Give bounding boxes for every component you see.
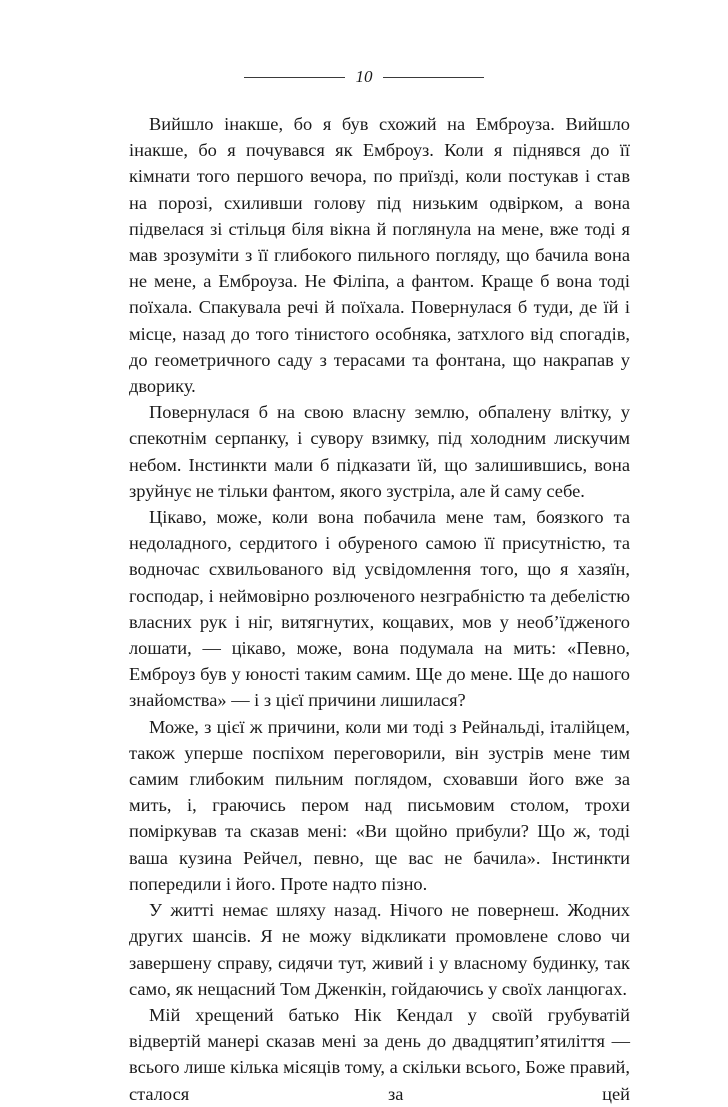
paragraph: У житті немає шляху назад. Нічого не повернеш. Жодних других шансів. Я не можу відкликати промовлене слово чи завершену справу, сидячи тут, живий і у власному будинку, так само, як нещасний Том Дженкін, гойдаючись у своїх ланцюгах.: [129, 900, 630, 999]
body-text: [129, 111, 630, 1107]
paragraph: Повернулася б на свою власну землю, обпалену влітку, у спекотнім серпанку, і сувору взимку, під холодним лискучим небом. Інстинкти мали б підказати їй, що залишившись, вона зруйнує не тільки фантом, якого зустріла, але й саму себе.: [129, 402, 630, 501]
paragraph: Вийшло інакше, бо я був схожий на Емброуза. Вийшло інакше, бо я почувався як Емброуз. Коли я піднявся до її кімнати того першого вечора, по приїзді, коли постукав і став на порозі, схиливши голову під низьким одвірком, а вона підвелася зі стільця біля вікна й поглянула на мене, вже тоді я мав зрозуміти з її глибокого пильного погляду, що бачила вона не мене, а Емброуза. Не Філіпа, а фантом. Краще б вона тоді поїхала. Спакувала речі й поїхала. Повернулася б туди, де їй і місце, назад до того тінистого особняка, затхлого від спогадів, до геометричного саду з терасами та фонтана, що накрапав у дворику.: [129, 114, 630, 397]
page-number: 10: [355, 67, 373, 86]
paragraph: Може, з цієї ж причини, коли ми тоді з Рейнальді, італійцем, також уперше поспіхом переговорили, він зустрів мене тим самим глибоким пильним поглядом, сховавши його вже за мить, і, граючись пером над письмовим столом, трохи поміркував та сказав мені: «Ви щойно прибули? Що ж, тоді ваша кузина Рейчел, певно, ще вас не бачила». Інстинкти попередили і його. Проте надто пізно.: [129, 716, 630, 894]
header-rule-right: [383, 77, 484, 78]
paragraph: Мій хрещений батько Нік Кендал у своїй грубуватій відвертій манері сказав мені за день до двадцятип’ятиліття — всього лише кілька місяців тому, а скільки всього, Боже правий, сталося за цей: [129, 1004, 630, 1104]
running-header: [244, 66, 484, 90]
paragraph: Цікаво, може, коли вона побачила мене там, боязкого та недоладного, сердитого і обуреного самою її присутністю, та водночас схвильованого від усвідомлення того, що я хазяїн, господар, і неймовірно розлюченого незграбністю та дебелістю власних рук і ніг, витягнутих, кощавих, мов у необ’їдженого лошати, — цікаво, може, вона подумала на мить: «Певно, Емброуз був у юності таким самим. Ще до мене. Ще до нашого знайомства» — і з цієї причини лишилася?: [129, 507, 630, 711]
